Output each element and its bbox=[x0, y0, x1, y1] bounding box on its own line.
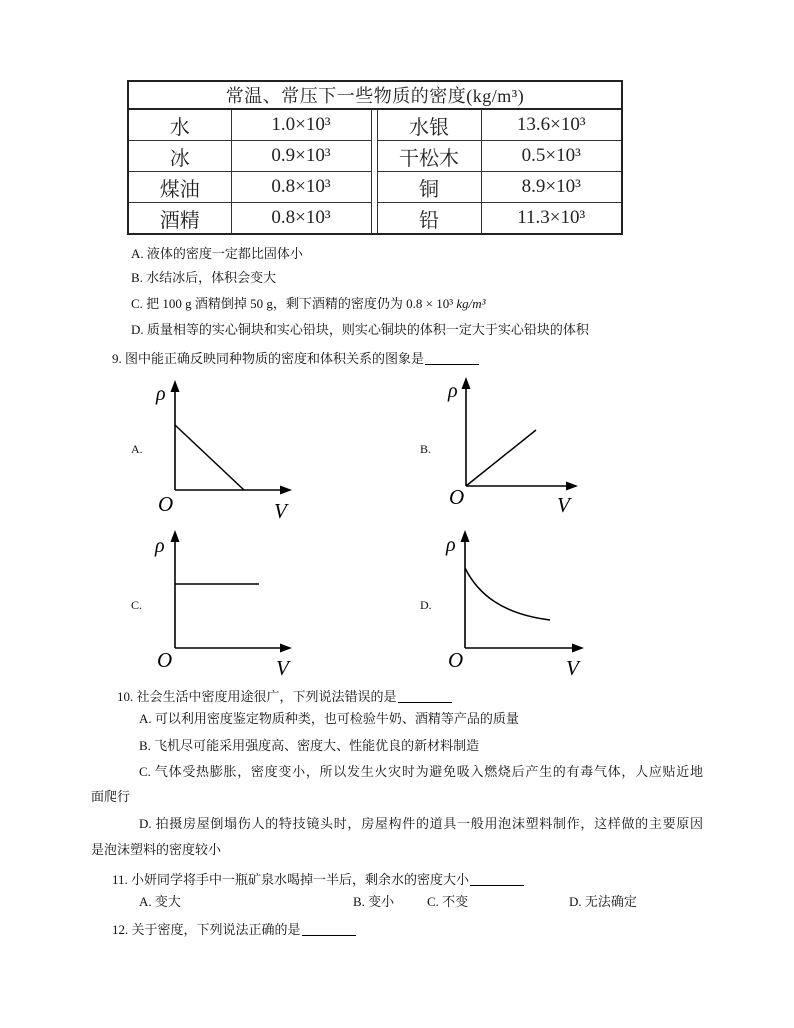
table-title: 常温、常压下一些物质的密度(kg/m³) bbox=[128, 81, 622, 109]
substance-name: 酒精 bbox=[128, 203, 231, 235]
q10-option-a: A. 可以利用密度鉴定物质种类，也可检验牛奶、酒精等产品的质量 bbox=[139, 711, 519, 726]
origin-label: O bbox=[449, 485, 465, 509]
answer-blank bbox=[302, 923, 356, 936]
q10-stem-text: 10. 社会生活中密度用途很广，下列说法错误的是 bbox=[117, 689, 397, 704]
substance-name: 铅 bbox=[377, 203, 481, 235]
y-axis-label: ρ bbox=[446, 534, 456, 556]
q8-option-c-math-unit: kg/m³ bbox=[456, 296, 486, 311]
substance-name: 铜 bbox=[377, 172, 481, 203]
q9-stem bbox=[112, 350, 479, 368]
q8-option-d: D. 质量相等的实心铜块和实心铅块，则实心铜块的体积一定大于实心铅块的体积 bbox=[131, 322, 589, 337]
answer-blank bbox=[470, 873, 524, 886]
graph-b-label: B. bbox=[420, 442, 432, 456]
q8-option-c-math-value: 0.8 × 10³ bbox=[406, 296, 454, 311]
substance-name: 煤油 bbox=[128, 172, 231, 203]
q10-option-c-line2: 面爬行 bbox=[91, 789, 131, 804]
origin-label: O bbox=[448, 648, 464, 672]
q8-option-c bbox=[131, 295, 486, 313]
x-axis-label: V bbox=[276, 656, 289, 680]
graph-a-label: A. bbox=[131, 442, 143, 456]
substance-name: 冰 bbox=[128, 141, 231, 172]
substance-name: 干松木 bbox=[377, 141, 481, 172]
x-axis-arrowhead bbox=[280, 486, 292, 495]
density-value: 0.5×10³ bbox=[481, 141, 622, 172]
density-volume-curve bbox=[465, 568, 550, 620]
graph-d bbox=[440, 528, 592, 678]
density-value: 0.9×10³ bbox=[231, 141, 371, 172]
q10-option-d-line1: D. 拍摄房屋倒塌伤人的特技镜头时，房屋构件的道具一般用泡沫塑料制作，这样做的主要原因 bbox=[139, 816, 703, 831]
q8-option-a: A. 液体的密度一定都比固体小 bbox=[131, 246, 303, 261]
x-axis-arrowhead bbox=[572, 644, 584, 653]
q10-stem bbox=[117, 688, 452, 706]
density-value: 0.8×10³ bbox=[231, 172, 371, 203]
answer-blank bbox=[425, 352, 479, 365]
density-value: 8.9×10³ bbox=[481, 172, 622, 203]
table-row bbox=[128, 203, 622, 235]
x-axis-label: V bbox=[566, 656, 579, 680]
substance-name: 水银 bbox=[377, 109, 481, 141]
x-axis-arrowhead bbox=[566, 482, 578, 491]
y-axis-arrowhead bbox=[171, 380, 180, 392]
q11-stem bbox=[112, 871, 524, 889]
q8-option-b: B. 水结冰后，体积会变大 bbox=[131, 270, 277, 285]
table-header-row bbox=[128, 81, 622, 109]
q11-option-a: A. 变大 bbox=[139, 894, 181, 909]
graph-b bbox=[440, 376, 592, 516]
origin-label: O bbox=[158, 492, 174, 516]
y-axis-label: ρ bbox=[155, 535, 165, 557]
table-row bbox=[128, 141, 622, 172]
substance-name: 水 bbox=[128, 109, 231, 141]
x-axis-arrowhead bbox=[280, 644, 292, 653]
q12-stem bbox=[112, 921, 356, 939]
density-value: 13.6×10³ bbox=[481, 109, 622, 141]
table-row bbox=[128, 109, 622, 141]
x-axis-label: V bbox=[274, 499, 287, 523]
density-volume-line bbox=[466, 430, 536, 486]
q8-option-c-text: C. 把 100 g 酒精倒掉 50 g，剩下酒精的密度仍为 bbox=[131, 296, 403, 311]
q11-stem-text: 11. 小妍同学将手中一瓶矿泉水喝掉一半后，剩余水的密度大小 bbox=[112, 872, 470, 887]
q11-option-b: B. 变小 bbox=[353, 894, 395, 909]
q9-stem-text: 9. 图中能正确反映同种物质的密度和体积关系的图象是 bbox=[112, 351, 425, 366]
x-axis-label: V bbox=[557, 493, 570, 517]
y-axis-arrowhead bbox=[461, 530, 470, 542]
q10-option-b: B. 飞机尽可能采用强度高、密度大、性能优良的新材料制造 bbox=[139, 738, 480, 753]
density-volume-line bbox=[175, 425, 244, 490]
graph-c-label: C. bbox=[131, 598, 143, 612]
density-value: 11.3×10³ bbox=[481, 203, 622, 235]
q11-option-c: C. 不变 bbox=[427, 894, 469, 909]
y-axis-label: ρ bbox=[448, 380, 458, 402]
q10-option-c-line1: C. 气体受热膨胀，密度变小，所以发生火灾时为避免吸入燃烧后产生的有毒气体，人应贴近地 bbox=[139, 764, 703, 779]
y-axis-arrowhead bbox=[462, 377, 471, 389]
density-value: 0.8×10³ bbox=[231, 203, 371, 235]
table-row bbox=[128, 172, 622, 203]
density-table bbox=[127, 80, 623, 235]
origin-label: O bbox=[157, 648, 173, 672]
graph-c bbox=[150, 528, 300, 678]
y-axis-arrowhead bbox=[171, 530, 180, 542]
q10-option-d-line2: 是泡沫塑料的密度较小 bbox=[91, 842, 222, 857]
answer-blank bbox=[398, 690, 452, 703]
q11-option-d: D. 无法确定 bbox=[569, 894, 637, 909]
graph-a bbox=[150, 378, 300, 524]
y-axis-label: ρ bbox=[156, 383, 166, 405]
density-value: 1.0×10³ bbox=[231, 109, 371, 141]
graph-d-label: D. bbox=[420, 598, 432, 612]
q12-stem-text: 12. 关于密度，下列说法正确的是 bbox=[112, 922, 301, 937]
